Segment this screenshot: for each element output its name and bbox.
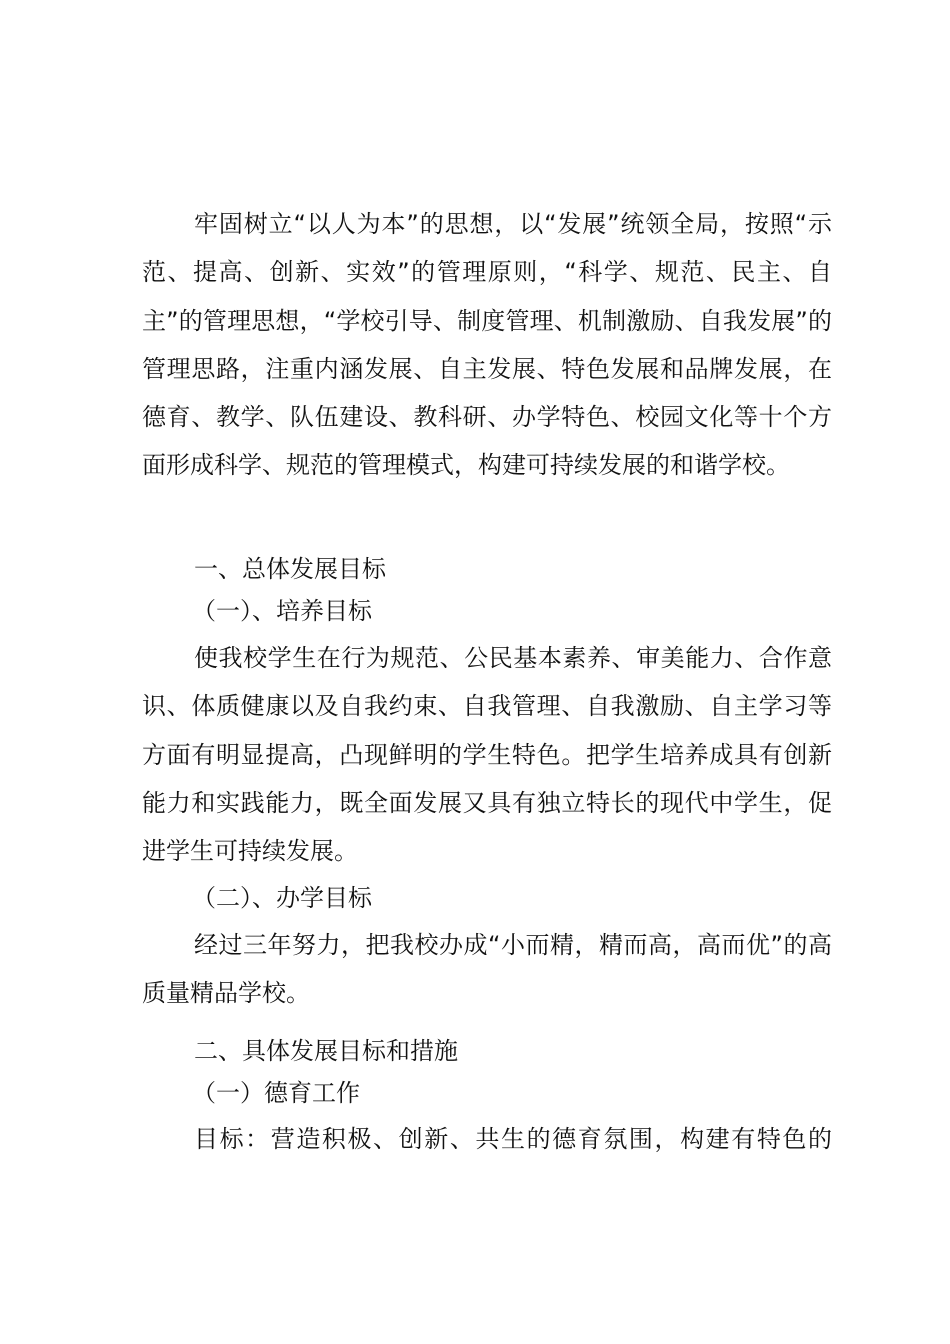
school-goal-paragraph: 经过三年努力，把我校办成“小而精，精而高，高而优”的高质量精品学校。 (142, 931, 832, 1008)
section-1-heading: 一、总体发展目标 (194, 555, 386, 583)
section-2-subheading-moral-education: （一）德育工作 (192, 1079, 360, 1107)
section-1-subheading-school-goal: （二）、办学目标 (192, 884, 372, 912)
intro-paragraph: 牢固树立“以人为本”的思想，以“发展”统领全局，按照“示范、提高、创新、实效”的管理原则，“科学、规范、民主、自主”的管理思想，“学校引导、制度管理、机制激励、自我发展”的管理思路，注重内涵发展、自主发展、特色发展和品牌发展，在德育、教学、队伍建设、教科研、办学特色、校园文化等十个方面形成科学、规范的管理模式，构建可持续发展的和谐学校。 (142, 210, 832, 480)
training-goal-paragraph: 使我校学生在行为规范、公民基本素养、审美能力、合作意识、体质健康以及自我约束、自我管理、自我激励、自主学习等方面有明显提高，凸现鲜明的学生特色。把学生培养成具有创新能力和实践能力，既全面发展又具有独立特长的现代中学生，促进学生可持续发展。 (142, 644, 832, 866)
moral-goal-paragraph: 目标：营造积极、创新、共生的德育氛围，构建有特色的 (194, 1125, 832, 1153)
section-1-subheading-training-goal: （一）、培养目标 (192, 597, 372, 625)
section-2-heading: 二、具体发展目标和措施 (194, 1037, 458, 1065)
